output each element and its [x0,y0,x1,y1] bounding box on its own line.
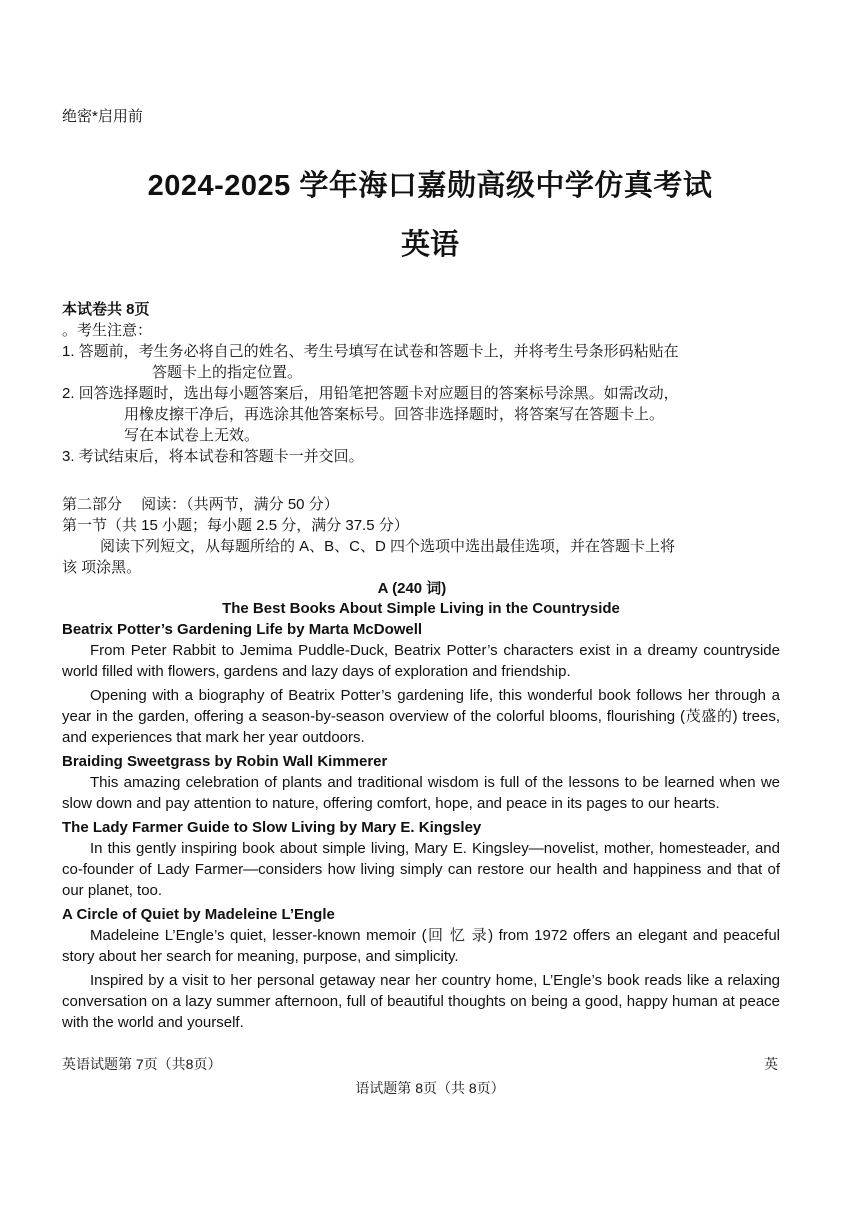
book-title-2: Braiding Sweetgrass by Robin Wall Kimmerer [62,753,388,770]
section-header [62,494,792,599]
footer-page-left: 英语试题第 7页（共8页） [62,1056,222,1072]
note-item-1-cont: 答题卡上的指定位置。 [152,364,303,381]
instruction-line-1: 阅读下列短文，从每题所给的 A、B、C、D 四个选项中选出最佳选项，并在答题卡上将 [100,538,676,555]
book-2-paragraph-1: This amazing celebration of plants and traditional wisdom is full of the lessons to be learned when we slow down and pay attention to nature, offering comfort, hope, and peace in its pages to our hearts. [62,774,780,812]
notes-heading: 。考生注意： [62,322,153,339]
book-4-paragraph-2: Inspired by a visit to her personal getaway near her country home, L’Engle’s book reads like a relaxing conversation on a lazy summer afternoon, full of beautiful thoughts on being a good, happy human at peace with the world and yourself. [62,972,780,1031]
book-title-4: A Circle of Quiet by Madeleine L’Engle [62,906,335,923]
book-title-3: The Lady Farmer Guide to Slow Living by Mary E. Kingsley [62,819,482,836]
footer-page-center: 语试题第 8页（共 8页） [355,1080,505,1096]
passage-title: The Best Books About Simple Living in the Countryside [222,600,620,617]
book-4-paragraph-1: Madeleine L’Engle’s quiet, lesser-known memoir (回 忆 录) from 1972 offers an elegant and peaceful story about her search for meaning, purpose, and simplicity. [62,927,780,965]
note-item-2-cont: 用橡皮擦干净后，再选涂其他答案标号。回答非选择题时，将答案写在答题卡上。 [124,406,665,423]
book-3-paragraph-1: In this gently inspiring book about simple living, Mary E. Kingsley—novelist, mother, homesteader, and co-founder of Lady Farmer—considers how living simply can restore our health and happiness and that of our planet, too. [62,840,780,899]
passage-label: A (240 词) [377,580,447,597]
book-1-paragraph-2: Opening with a biography of Beatrix Potter’s gardening life, this wonderful book follows her through a year in the garden, offering a season-by-season overview of the colorful blooms, flourishing (茂盛的) trees, and experiences that mark her year outdoors. [62,687,780,746]
book-1-paragraph-1: From Peter Rabbit to Jemima Puddle-Duck, Beatrix Potter’s characters exist in a dreamy countryside world filled with flowers, gardens and lazy days of exploration and friendship. [62,642,780,680]
note-item-2: 2. 回答选择题时，选出每小题答案后，用铅笔把答题卡对应题目的答案标号涂黑。如需改动， [62,385,679,402]
note-item-2-cont2: 写在本试卷上无效。 [124,427,260,444]
subject-title: 英语 [400,229,459,261]
exam-notes [62,299,792,467]
part-heading: 第二部分 阅读：（共两节，满分 50 分） [62,496,339,513]
book-title-1: Beatrix Potter’s Gardening Life by Marta McDowell [62,621,423,638]
exam-title: 2024-2025 学年海口嘉勋高级中学仿真考试 [147,170,713,202]
subsection-heading: 第一节（共 15 小题；每小题 2.5 分，满分 37.5 分） [62,517,409,534]
note-item-1: 1. 答题前，考生务必将自己的姓名、考生号填写在试卷和答题卡上，并将考生号条形码粘贴在 [62,343,679,360]
note-item-3: 3. 考试结束后，将本试卷和答题卡一并交回。 [62,448,364,465]
footer-page-right: 英 [764,1056,778,1072]
instruction-line-2: 该 项涂黑。 [62,559,142,576]
confidential-mark: 绝密*启用前 [62,108,143,125]
page-count: 本试卷共 8页 [62,301,150,318]
reading-passage [62,598,780,1036]
